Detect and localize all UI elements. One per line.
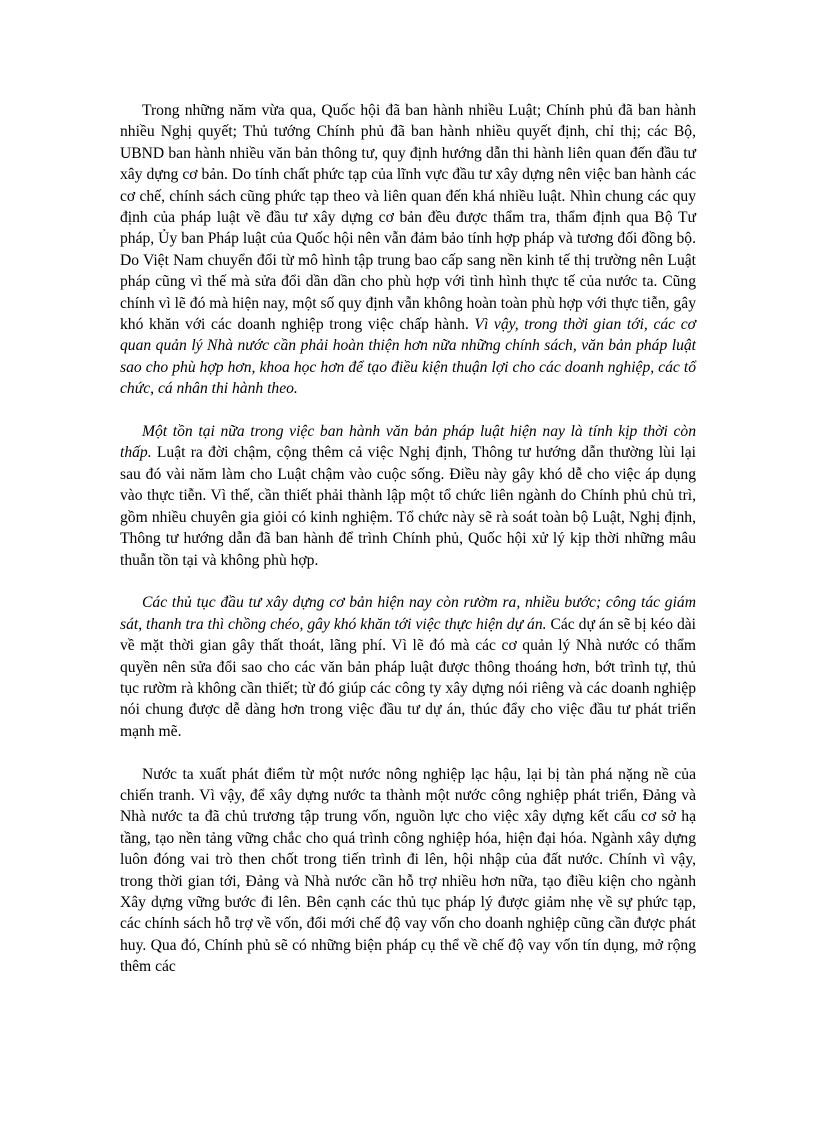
paragraph-text: Các dự án sẽ bị kéo dài về mặt thời gian gây thất thoát, lãng phí. Vì lẽ đó mà các cơ quản lý Nhà nước có thẩm quyền nên sửa đổi sao cho các văn bản pháp luật được thông thoáng hơn, bớt trình tự, thủ tục rườm rà không cần thiết; từ đó giúp các công ty xây dựng nói riêng và các doanh nghiệp nói chung được dễ dàng hơn trong việc đầu tư dự án, thúc đẩy cho việc đầu tư phát triển mạnh mẽ. [120,615,696,740]
paragraph-legal-documents [120,100,696,400]
paragraph-construction-industry [120,764,696,978]
italic-emphasis-text: Một tồn tại nữa trong việc ban hành văn bản pháp luật hiện nay là tính kịp thời còn thấp. [120,423,696,462]
paragraph-text: Luật ra đời chậm, cộng thêm cả việc Nghị định, Thông tư hướng dẫn thường lùi lại sau đó vài năm làm cho Luật chậm vào cuộc sống. Điều này gây khó dễ cho việc áp dụng vào thực tiễn. Vì thế, cần thiết phải thành lập một tổ chức liên ngành do Chính phủ chủ trì, gồm nhiều chuyên gia giỏi có kinh nghiệm. Tổ chức này sẽ rà soát toàn bộ Luật, Nghị định, Thông tư hướng dẫn đã ban hành để trình Chính phủ, Quốc hội xử lý kịp thời những mâu thuẫn tồn tại và không phù hợp. [120,444,696,569]
paragraph-text: Trong những năm vừa qua, Quốc hội đã ban hành nhiều Luật; Chính phủ đã ban hành nhiều Nghị quyết; Thủ tướng Chính phủ đã ban hành nhiều quyết định, chỉ thị; các Bộ, UBND ban hành nhiều văn bản thông tư, quy định hướng dẫn thi hành liên quan đến đầu tư xây dựng cơ bản. Do tính chất phức tạp của lĩnh vực đầu tư xây dựng nên việc ban hành các cơ chế, chính sách cũng phức tạp theo và liên quan đến khá nhiều luật. Nhìn chung các quy định của pháp luật về đầu tư xây dựng cơ bản đều được thẩm tra, thẩm định qua Bộ Tư pháp, Ủy ban Pháp luật của Quốc hội nên vẫn đảm bảo tính hợp pháp và tương đối đồng bộ. Do Việt Nam chuyển đổi từ mô hình tập trung bao cấp sang nền kinh tế thị trường nên Luật pháp cũng vì thế mà sửa đổi dần dần cho phù hợp với tình hình thực tế của nước ta. Cũng chính vì lẽ đó mà hiện nay, một số quy định vẫn không hoàn toàn phù hợp với thực tiễn, gây khó khăn với các doanh nghiệp trong việc chấp hành. [120,102,696,334]
italic-emphasis-text: Các thủ tục đầu tư xây dựng cơ bản hiện nay còn rườm ra, nhiều bước; công tác giám sát, thanh tra thì chồng chéo, gây khó khăn tới việc thực hiện dự án. [120,594,696,633]
italic-emphasis-text: Vì vậy, trong thời gian tới, các cơ quan quản lý Nhà nước cần phải hoàn thiện hơn nữa những chính sách, văn bản pháp luật sao cho phù hợp hơn, khoa học hơn để tạo điều kiện thuận lợi cho các doanh nghiệp, các tổ chức, cá nhân thi hành theo. [120,316,696,398]
paragraph-timeliness [120,421,696,571]
paragraph-procedures [120,592,696,742]
document-page [120,100,696,978]
paragraph-text: Nước ta xuất phát điểm từ một nước nông nghiệp lạc hậu, lại bị tàn phá nặng nề của chiến tranh. Vì vậy, để xây dựng nước ta thành một nước công nghiệp phát triển, Đảng và Nhà nước ta đã chủ trương tập trung vốn, nguồn lực cho việc xây dựng kết cấu cơ sở hạ tầng, tạo nền tảng vững chắc cho quá trình công nghiệp hóa, hiện đại hóa. Ngành xây dựng luôn đóng vai trò then chốt trong tiến trình đi lên, hội nhập của đất nước. Chính vì vậy, trong thời gian tới, Đảng và Nhà nước cần hỗ trợ nhiều hơn nữa, tạo điều kiện cho ngành Xây dựng vững bước đi lên. Bên cạnh các thủ tục pháp lý được giảm nhẹ về sự phức tạp, các chính sách hỗ trợ về vốn, đổi mới chế độ vay vốn cho doanh nghiệp cũng cần được phát huy. Qua đó, Chính phủ sẽ có những biện pháp cụ thể về chế độ vay vốn tín dụng, mở rộng thêm các [120,765,696,976]
